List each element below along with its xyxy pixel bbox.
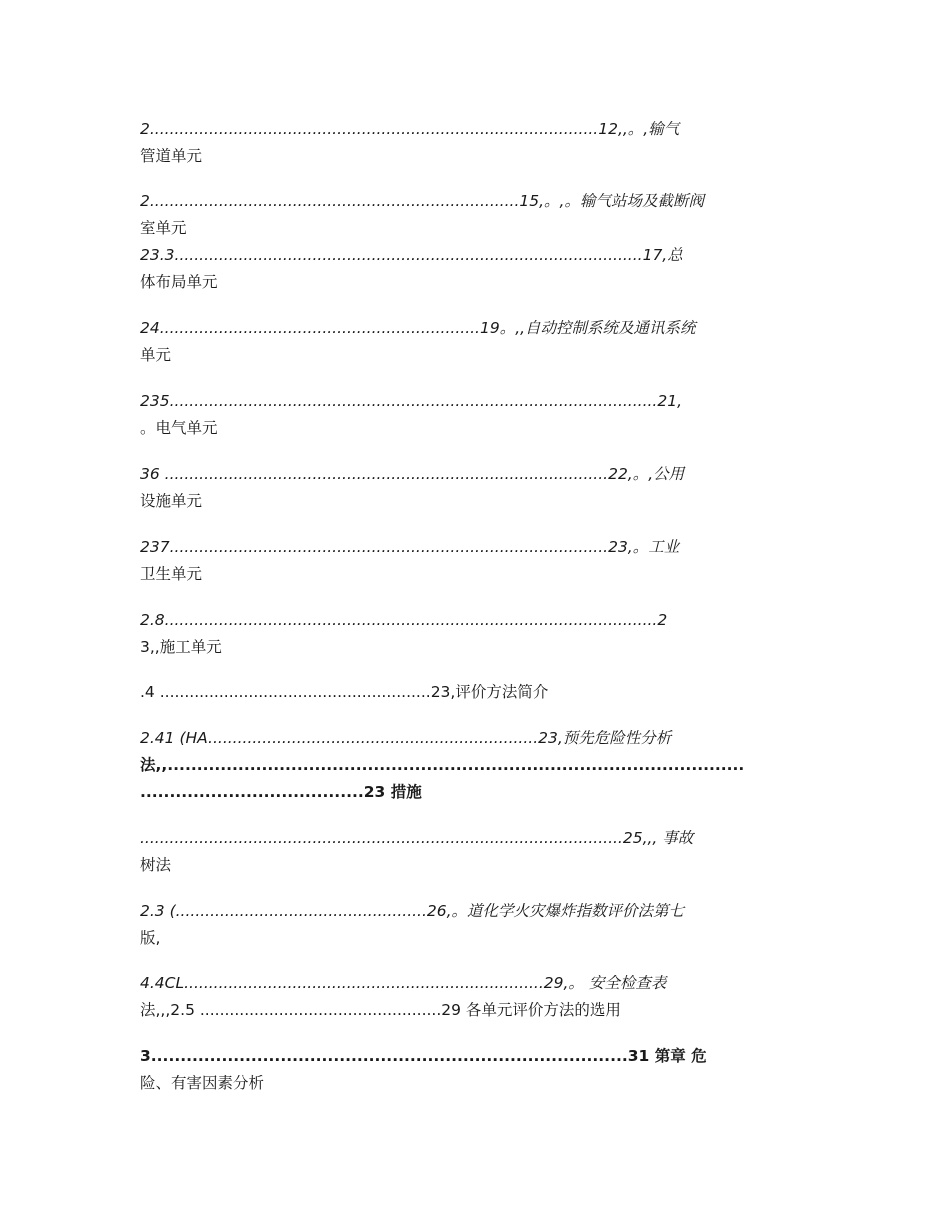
toc-entry-line-1: 4.4CL.........................................................................29,。 安全检查表 <box>140 974 667 992</box>
toc-entry-checklist[interactable] <box>140 970 810 1024</box>
toc-entry-line-1: 2.3 (...................................................26,。道化学火灾爆炸指数评价法第七 <box>140 902 685 920</box>
toc-entry-line-1: 3.................................................................................31 第章 危 <box>140 1047 707 1065</box>
toc-entry-control-comm-unit[interactable] <box>140 315 810 369</box>
toc-entry-line-1: 2.8....................................................................................................2 <box>140 611 668 629</box>
toc-entry-line-3: ......................................23 措施 <box>140 783 422 801</box>
toc-entry-dow-index[interactable] <box>140 898 810 952</box>
toc-entry-layout-unit[interactable] <box>140 242 810 296</box>
toc-entry-line-1: 2...........................................................................................12,,。,输气 <box>140 120 680 138</box>
toc-entry-line-2: 法,,.................................................................................................. <box>140 756 745 774</box>
toc-entry-line-1: 235...................................................................................................21, <box>140 392 683 410</box>
toc-entry-line-1: .4 .......................................................23,评价方法简介 <box>140 683 549 701</box>
toc-entry-line-2: 。电气单元 <box>140 419 218 437</box>
toc-entry-line-2: 单元 <box>140 346 172 364</box>
toc-entry-line-1: 237.........................................................................................23,。工业 <box>140 538 680 556</box>
toc-entry-line-2: 室单元 <box>140 219 187 237</box>
toc-entry-hazard-analysis[interactable] <box>140 1043 810 1097</box>
toc-entry-line-2: 体布局单元 <box>140 273 218 291</box>
toc-entry-line-1: ..................................................................................................25,,, 事故 <box>140 829 694 847</box>
toc-entry-line-2: 管道单元 <box>140 147 203 165</box>
toc-entry-pipeline-unit[interactable] <box>140 116 810 170</box>
toc-entry-electrical-unit[interactable] <box>140 388 810 442</box>
toc-entry-hygiene-unit[interactable] <box>140 534 810 588</box>
toc-entry-line-1: 24.................................................................19。,,自动控制系统及通讯系统 <box>140 319 696 337</box>
toc-entry-line-1: 36 ..........................................................................................22,。,公用 <box>140 465 685 483</box>
toc-entry-line-2: 险、有害因素分析 <box>140 1074 265 1092</box>
toc-entry-pha-method[interactable] <box>140 725 810 806</box>
toc-entry-line-2: 树法 <box>140 856 172 874</box>
toc-entry-station-valve-unit[interactable] <box>140 188 810 242</box>
toc-entry-line-2: 3,,施工单元 <box>140 638 222 656</box>
toc-entry-line-1: 2...........................................................................15,。,。输气站场及截断阀 <box>140 192 704 210</box>
toc-entry-construction-unit[interactable] <box>140 607 810 661</box>
toc-entry-utilities-unit[interactable] <box>140 461 810 515</box>
toc-entry-fault-tree[interactable] <box>140 825 810 879</box>
toc-entry-line-2: 设施单元 <box>140 492 203 510</box>
toc-entry-line-1: 2.41 (HA...................................................................23,预先危险性分析 <box>140 729 672 747</box>
toc-entry-method-intro[interactable] <box>140 679 810 706</box>
toc-entry-line-2: 版, <box>140 929 161 947</box>
toc-entry-line-1: 23.3...............................................................................................17,总 <box>140 246 683 264</box>
toc-entry-line-2: 法,,,2.5 .................................................29 各单元评价方法的选用 <box>140 1001 621 1019</box>
toc-entry-line-2: 卫生单元 <box>140 565 203 583</box>
